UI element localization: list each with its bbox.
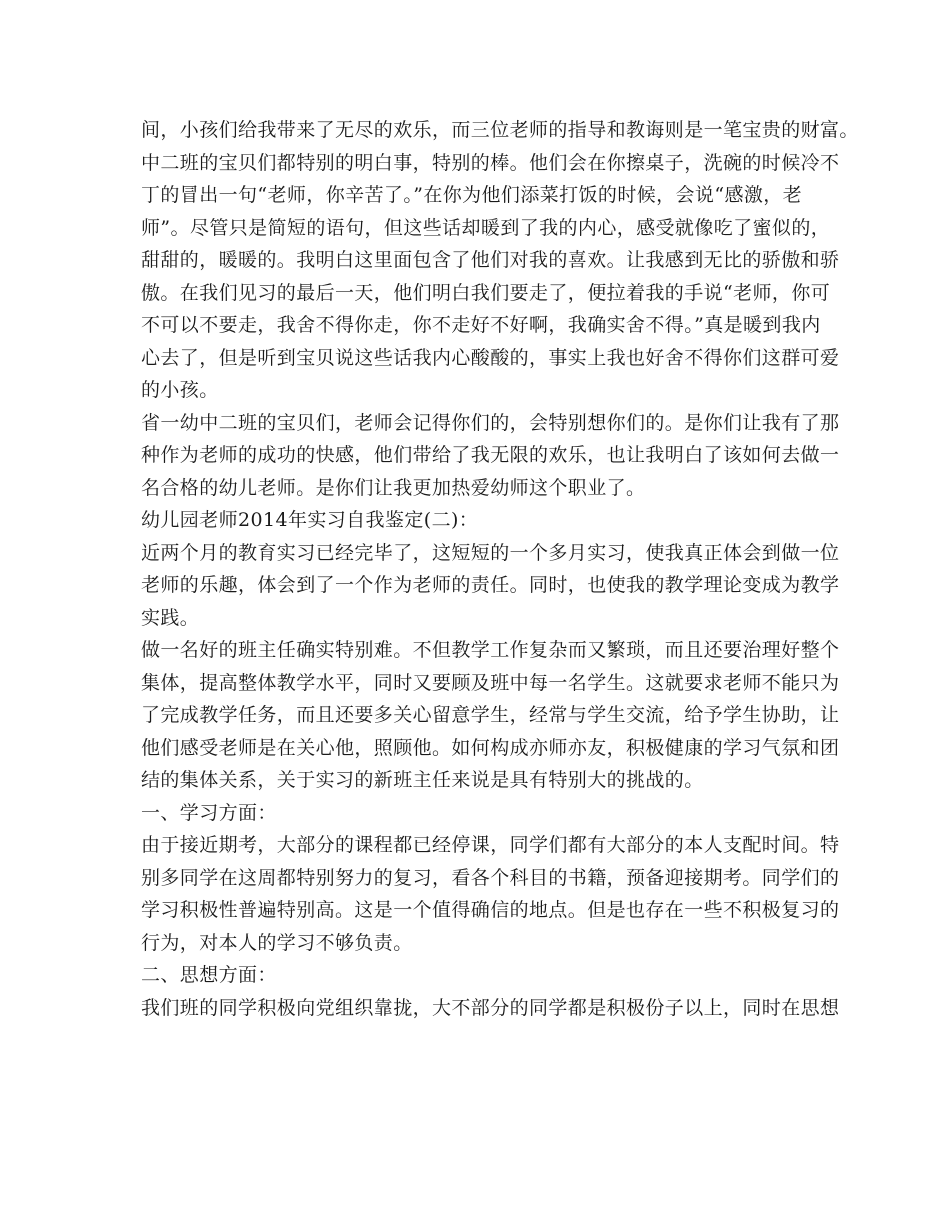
text-line: 名合格的幼儿老师。是你们让我更加热爱幼师这个职业了。 [141, 476, 646, 499]
section-heading: 二、思想方面： [141, 964, 277, 986]
text-line: 老师的乐趣，体会到了一个作为老师的责任。同时，也使我的教学理论变成为教学 [141, 574, 840, 596]
text-line: 甜甜的，暖暖的。我明白这里面包含了他们对我的喜欢。让我感到无比的骄傲和骄 [141, 249, 840, 271]
text-line: 间，小孩们给我带来了无尽的欢乐，而三位老师的指导和教诲则是一笔宝贵的财富。 [141, 119, 859, 141]
text-line: 行为，对本人的学习不够负责。 [141, 931, 413, 954]
text-line: 做一名好的班主任确实特别难。不但教学工作复杂而又繁琐，而且还要治理好整个 [141, 639, 840, 661]
text-line: 省一幼中二班的宝贝们，老师会记得你们的，会特别想你们的。是你们让我有了那 [141, 411, 840, 434]
text-line: 不可以不要走，我舍不得你走，你不走好不好啊，我确实舍不得。”真是暖到我内 [141, 314, 821, 336]
text-line: 别多同学在这周都特别努力的复习，看各个科目的书籍，预备迎接期考。同学们的 [141, 866, 840, 889]
text-line: 近两个月的教育实习已经完毕了，这短短的一个多月实习，使我真正体会到做一位 [141, 541, 840, 564]
text-line: 实践。 [141, 606, 200, 629]
text-line: 的小孩。 [141, 379, 219, 401]
text-line: 丁的冒出一句“老师，你辛苦了。”在你为他们添菜打饭的时候，会说“感激，老 [141, 184, 803, 206]
text-line: 集体，提高整体教学水平，同时又要顾及班中每一名学生。这就要求老师不能只为 [141, 671, 840, 694]
section-heading: 一、学习方面： [141, 801, 277, 824]
text-line: 他们感受老师是在关心他，照顾他。如何构成亦师亦友，积极健康的学习气氛和团 [141, 736, 840, 759]
text-line: 由于接近期考，大部分的课程都已经停课，同学们都有大部分的本人支配时间。特 [141, 834, 840, 856]
text-line: 学习积极性普遍特别高。这是一个值得确信的地点。但是也存在一些不积极复习的 [141, 899, 840, 921]
text-line: 中二班的宝贝们都特别的明白事，特别的棒。他们会在你擦桌子，洗碗的时候冷不 [141, 151, 840, 174]
text-line: 结的集体关系，关于实习的新班主任来说是具有特别大的挑战的。 [141, 769, 704, 791]
text-line: 种作为老师的成功的快感，他们带给了我无限的欢乐，也让我明白了该如何去做一 [141, 444, 840, 466]
text-line: 了完成教学任务，而且还要多关心留意学生，经常与学生交流，给予学生协助，让 [141, 704, 840, 726]
section-heading: 幼儿园老师2014年实习自我鉴定(二)： [141, 509, 479, 531]
text-line: 心去了，但是听到宝贝说这些话我内心酸酸的，事实上我也好舍不得你们这群可爱 [141, 346, 840, 369]
document-body [141, 114, 859, 1024]
text-line: 傲。在我们见习的最后一天，他们明白我们要走了，便拉着我的手说“老师，你可 [141, 281, 831, 304]
text-line: 我们班的同学积极向党组织靠拢，大不部分的同学都是积极份子以上，同时在思想 [141, 996, 840, 1019]
text-line: 师”。尽管只是简短的语句，但这些话却暖到了我的内心，感受就像吃了蜜似的， [141, 216, 831, 239]
